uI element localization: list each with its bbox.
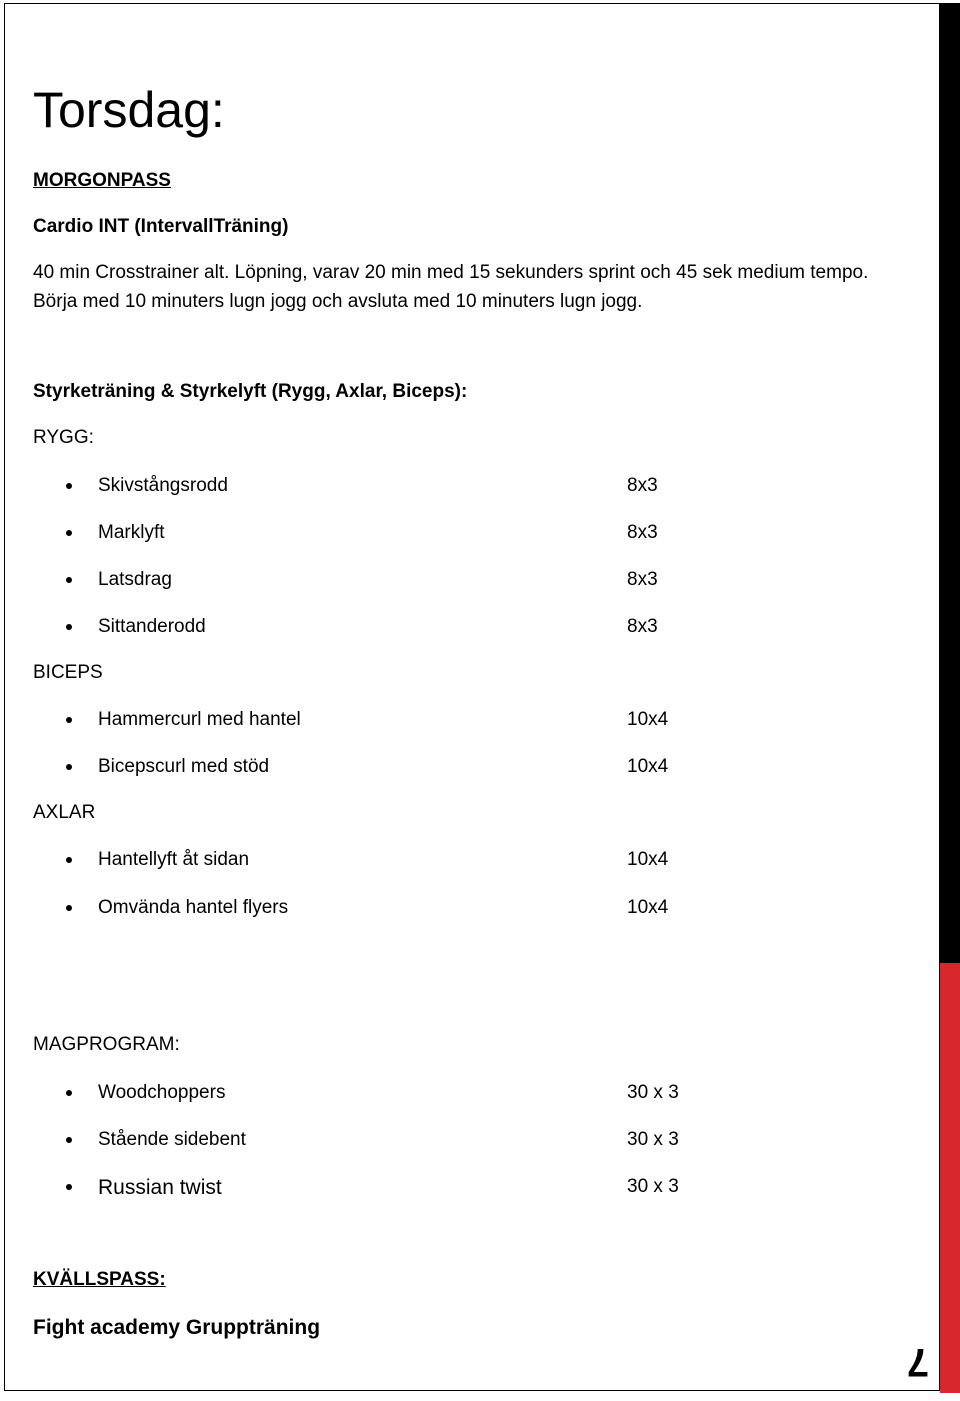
bullet-icon [66,905,72,911]
exercise-reps: 8x3 [627,475,658,496]
exercise-name: Hammercurl med hantel [98,709,301,730]
exercise-name: Stående sidebent [98,1129,246,1150]
exercise-name: Marklyft [98,522,165,543]
strength-title: Styrketräning & Styrkelyft (Rygg, Axlar, Biceps): [33,381,468,402]
bullet-icon [66,857,72,863]
core-label: MAGPROGRAM: [33,1034,180,1055]
exercise-name: Bicepscurl med stöd [98,756,270,777]
page-number: 7 [906,1340,930,1384]
evening-heading: KVÄLLSPASS: [33,1269,166,1290]
exercise-reps: 8x3 [627,569,658,590]
cardio-title: Cardio INT (IntervallTräning) [33,216,289,237]
morning-heading: MORGONPASS [33,170,171,191]
exercise-reps: 30 x 3 [627,1082,679,1103]
exercise-reps: 10x4 [627,756,669,777]
exercise-reps: 10x4 [627,709,669,730]
bullet-icon [66,1090,72,1096]
exercise-name: Russian twist [98,1176,222,1199]
list-item [0,569,940,595]
cardio-line-2: Börja med 10 minuters lugn jogg och avsluta med 10 minuters lugn jogg. [33,291,643,312]
exercise-reps: 30 x 3 [627,1176,679,1197]
exercise-reps: 8x3 [627,616,658,637]
bullet-icon [66,764,72,770]
list-item [0,522,940,548]
bullet-icon [66,717,72,723]
list-item [0,616,940,642]
exercise-reps: 10x4 [627,849,669,870]
exercise-name: Sittanderodd [98,616,206,637]
list-item [0,475,940,501]
bullet-icon [66,1184,72,1190]
exercise-reps: 10x4 [627,897,669,918]
exercise-reps: 8x3 [627,522,658,543]
list-item [0,1176,940,1202]
group-label-rygg: RYGG: [33,427,94,448]
bullet-icon [66,1137,72,1143]
group-label-biceps: BICEPS [33,662,103,683]
exercise-reps: 30 x 3 [627,1129,679,1150]
bullet-icon [66,530,72,536]
list-item [0,849,940,875]
exercise-name: Skivstångsrodd [98,475,228,496]
list-item [0,1082,940,1108]
list-item [0,756,940,782]
side-bar-black [940,3,960,963]
exercise-name: Woodchoppers [98,1082,226,1103]
list-item [0,1129,940,1155]
side-bar-red [940,963,960,1393]
bullet-icon [66,624,72,630]
cardio-line-1: 40 min Crosstrainer alt. Löpning, varav 20 min med 15 sekunders sprint och 45 sek medium tempo. [33,262,869,283]
list-item [0,709,940,735]
exercise-name: Omvända hantel flyers [98,897,289,918]
group-label-axlar: AXLAR [33,802,96,823]
evening-activity: Fight academy Gruppträning [33,1316,321,1339]
exercise-name: Latsdrag [98,569,172,590]
exercise-name: Hantellyft åt sidan [98,849,250,870]
page-title: Torsdag: [33,82,225,138]
bullet-icon [66,577,72,583]
bullet-icon [66,483,72,489]
list-item [0,897,940,923]
